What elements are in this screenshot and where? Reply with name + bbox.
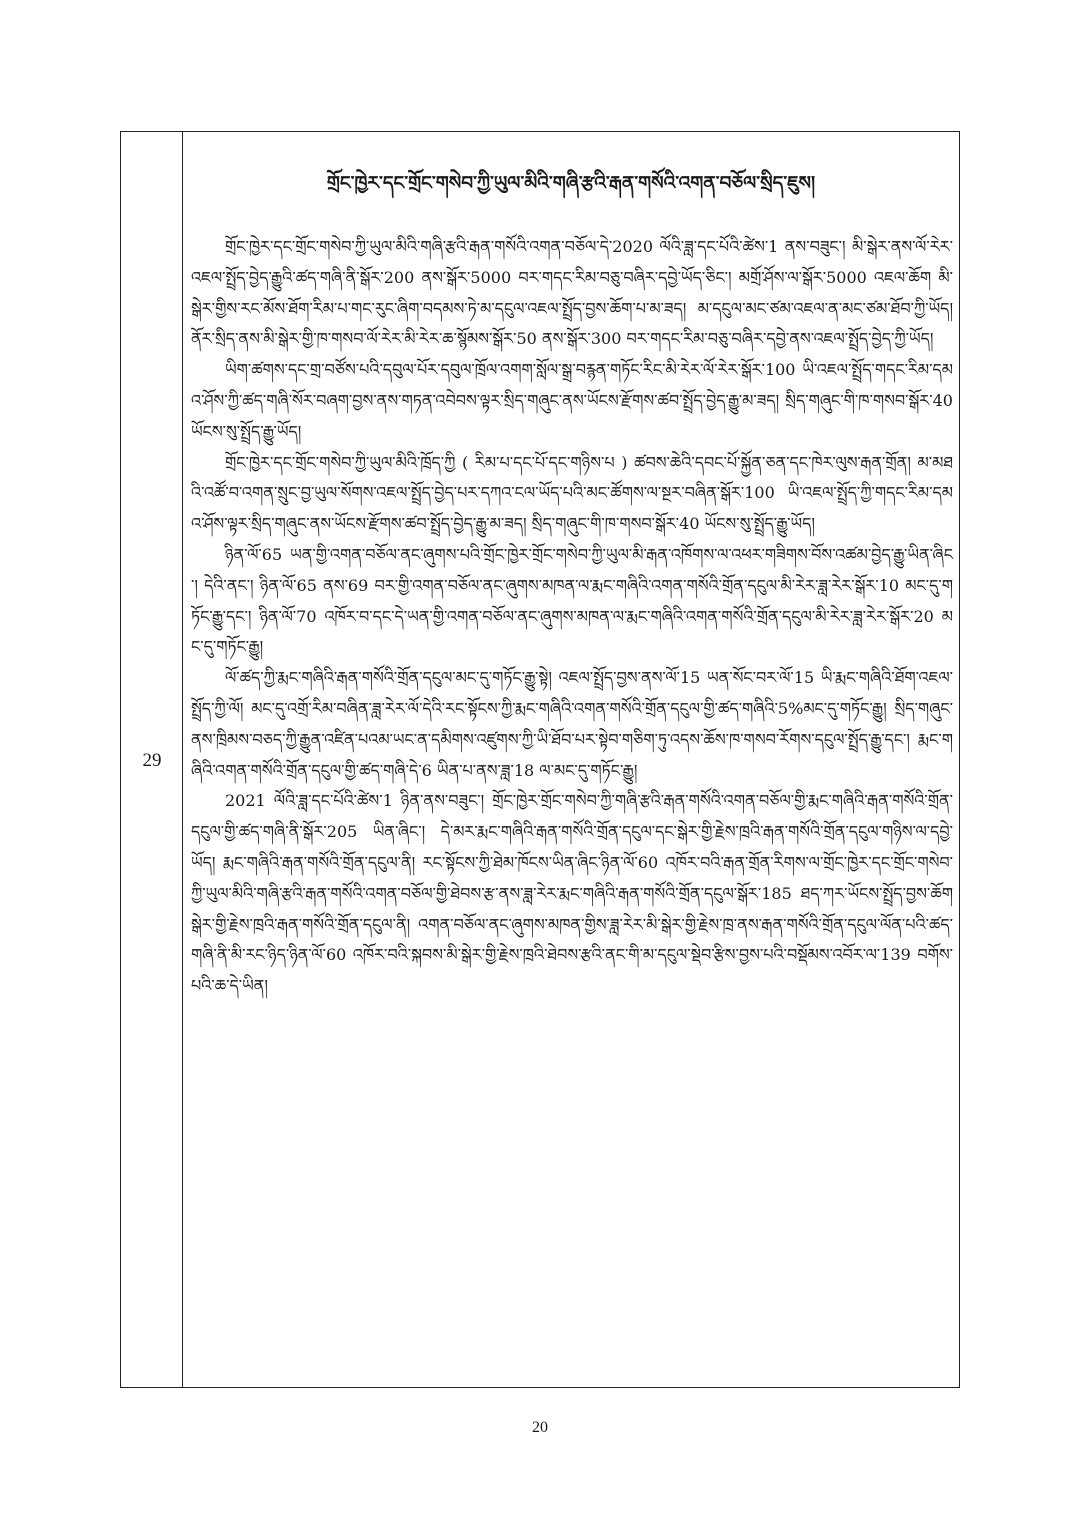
document-title: གྲོང་ཁྱེར་དང་གྲོང་གསེབ་ཀྱི་ཡུལ་མིའི་གཞི་རྩའི་རྒན་གསོའི་འགན་བཅོལ་སྲིད་ཇུས། xyxy=(326,173,816,194)
paragraph: གྲོང་ཁྱེར་དང་གྲོང་གསེབ་ཀྱི་ཡུལ་མིའི་ཁྲོད་ཀྱི ( རིམ་པ་དང་པོ་དང་གཉིས་པ ) ཚབས་ཆེའི་དབང་པོ་སྐྱོན་ཅན་དང་ཁེར་ལུས་རྒན་གྲོན། མ་མཐའི་འཚོ་བ་འགན་སྲུང་བྱ་ཡུལ་སོགས་འཇལ་སྤྲོད་བྱེད་པར་དཀའ་ངལ་ཡོད་པའི་མང་ཚོགས་ལ་སྔར་བཞིན་སྒོར་100 ཡི་འཇལ་སྤྲོད་ཀྱི་གདང་རིམ་དམའ་ཤོས་ལྟར་སྲིད་གཞུང་ནས་ཡོངས་རྫོགས་ཚབ་སྤྲོད་བྱེད་རྒྱུ་མ་ཟད། སྲིད་གཞུང་གི་ཁ་གསབ་སྒོར་40 ཡོངས་སུ་སྤྲོད་རྒྱུ་ཡོད། xyxy=(191,452,953,534)
document-table xyxy=(120,131,960,1388)
paragraph: ཡིག་ཚགས་དང་གྲ་བཙོས་པའི་དབུལ་པོར་དབུལ་ཁྲོལ་འགག་སློལ་སྒྲ་བརྙན་གཏོང་རིང་མི་རེར་ལོ་རེར་སྒོར་100 ཡི་འཇལ་སྤྲོད་གདང་རིམ་དམའ་ཤོས་ཀྱི་ཚད་གཞི་སོར་བཞག་བྱས་ནས་གཏན་འབེབས་ལྟར་སྲིད་གཞུང་ནས་ཡོངས་རྫོགས་ཚབ་སྤྲོད་བྱེད་རྒྱུ་མ་ཟད། སྲིད་གཞུང་གི་ཁ་གསབ་སྒོར་40 ཡོངས་སུ་སྤྲོད་རྒྱུ་ཡོད། xyxy=(191,360,953,441)
paragraph: 2021 ལོའི་ཟླ་དང་པོའི་ཚེས་1 ཉིན་ནས་བཟུང་། གྲོང་ཁྱེར་གྲོང་གསེབ་ཀྱི་གཞི་རྩའི་རྒན་གསོའི་འགན་བཅོལ་གྱི་རྨང་གཞིའི་རྒན་གསོའི་གྲོན་དངུལ་གྱི་ཚད་གཞི་ནི་སྒོར་205 ཡིན་ཞིང་། དེ་མར་རྨང་གཞིའི་རྒན་གསོའི་གྲོན་དངུལ་དང་སྒེར་གྱི་རྗེས་ཁྲའི་རྒན་གསོའི་གྲོན་དངུལ་གཉིས་ལ་དབྱེ་ཡོད། རྨང་གཞིའི་རྒན་གསོའི་གྲོན་དངུལ་ནི། རང་སྟོངས་ཀྱི་ཐེམ་ཁོངས་ཡིན་ཞིང་ཉིན་ལོ་60 འཁོར་བའི་རྒན་གྲོན་རིགས་ལ་གྲོང་ཁྱེར་དང་གྲོང་གསེབ་ཀྱི་ཡུལ་མིའི་གཞི་རྩའི་རྒན་གསོའི་འགན་བཅོལ་གྱི་ཐེབས་རྩ་ནས་ཟླ་རེར་རྨང་གཞིའི་རྒན་གསོའི་གྲོན་དངུལ་སྒོར་185 ཐད་ཀར་ཡོངས་སྤྲོད་བྱས་ཆོག སྒེར་གྱི་རྗེས་ཁྲའི་རྒན་གསོའི་གྲོན་དངུལ་ནི། འགན་བཅོལ་ནང་ཞུགས་མཁན་གྱིས་ཟླ་རེར་མི་སྒེར་གྱི་རྗེས་ཁྲ་ནས་རྒན་གསོའི་གྲོན་དངུལ་ལོན་པའི་ཚད་གཞི་ནི་མི་རང་ཉིད་ཉིན་ལོ་60 འཁོར་བའི་སྐབས་མི་སྒེར་གྱི་རྗེས་ཁྲའི་ཐེབས་རྩའི་ནང་གི་མ་དངུལ་སྡེབ་རྩིས་བྱས་པའི་བསྡོམས་འབོར་ལ་139 བགོས་པའི་ཆ་དེ་ཡིན། xyxy=(191,791,953,996)
paragraph: ཉིན་ལོ་65 ཡན་གྱི་འགན་བཅོལ་ནང་ཞུགས་པའི་གྲོང་ཁྱེར་གྲོང་གསེབ་ཀྱི་ཡུལ་མི་རྒན་འཁོགས་ལ་འཕར་གཟིགས་བོས་འཚམ་བྱེད་རྒྱུ་ཡིན་ཞིང་། དེའི་ནང་། ཉིན་ལོ་65 ནས་69 བར་གྱི་འགན་བཅོལ་ནང་ཞུགས་མཁན་ལ་རྨང་གཞིའི་འགན་གསོའི་གྲོན་དངུལ་མི་རེར་ཟླ་རེར་སྒོར་10 མང་དུ་གཏོང་རྒྱུ་དང་། ཉིན་ལོ་70 འཁོར་བ་དང་དེ་ཡན་གྱི་འགན་བཅོལ་ནང་ཞུགས་མཁན་ལ་རྨང་གཞིའི་འགན་གསོའི་གྲོན་དངུལ་མི་རེར་ཟླ་རེར་སྒོར་20 མང་དུ་གཏོང་རྒྱུ། xyxy=(191,544,953,657)
content-cell xyxy=(191,158,961,1373)
row-number-cell xyxy=(121,132,183,1387)
paragraph: ལོ་ཚད་ཀྱི་རྨང་གཞིའི་རྒན་གསོའི་གྲོན་དངུལ་མང་དུ་གཏོང་རྒྱུ་སྟེ། འཇལ་སྤྲོད་བྱས་ནས་ལོ་15 ཡན་སོང་བར་ལོ་15 ཡི་རྨང་གཞིའི་ཐོག་འཇལ་སྤྲོད་ཀྱི་ལོ། མང་དུ་འགྲོ་རིམ་བཞིན་ཟླ་རེར་ལོ་དེའི་རང་སྟོངས་ཀྱི་རྨང་གཞིའི་འགན་གསོའི་གྲོན་དངུལ་གྱི་ཚད་གཞིའི་5%མང་དུ་གཏོང་རྒྱུ། སྲིད་གཞུང་ནས་ཁྲིམས་བཅད་ཀྱི་རྒྱུན་འཛིན་པའམ་ཡང་ན་དམིགས་འཛུགས་ཀྱི་ཡི་ཐོབ་པར་སྟེབ་གཅིག་ཏུ་འདས་ཆོས་ཁ་གསབ་རོགས་དངུལ་སྤྲོད་རྒྱུ་དང་། རྨང་གཞིའི་འགན་གསོའི་གྲོན་དངུལ་གྱི་ཚད་གཞི་དེ་6 ཡིན་པ་ནས་ཟླ་18 ལ་མང་དུ་གཏོང་རྒྱུ། xyxy=(191,668,953,780)
row-number: 29 xyxy=(142,750,162,771)
page-number: 20 xyxy=(532,1419,548,1436)
paragraph: གྲོང་ཁྱེར་དང་གྲོང་གསེབ་ཀྱི་ཡུལ་མིའི་གཞི་རྩའི་རྒན་གསོའི་འགན་བཅོལ་དེ་2020 ལོའི་ཟླ་དང་པོའི་ཚེས་1 ནས་བཟུང་། མི་སྒེར་ནས་ལོ་རེར་འཇལ་སྤྲོད་བྱེད་རྒྱུའི་ཚད་གཞི་ནི་སྒོར་200 ནས་སྒོར་5000 བར་གདང་རིམ་བཅུ་བཞིར་དབྱེ་ཡོད་ཅིང་། མགྲོ་ཤོས་ལ་སྒོར་5000 འཇལ་ཆོག མི་སྒེར་གྱིས་རང་མོས་ཐོག་རིམ་པ་གང་རུང་ཞིག་བདམས་ཏེ་མ་དངུལ་འཇལ་སྤྲོད་བྱས་ཆོག་པ་མ་ཟད། མ་དངུལ་མང་ཙམ་འཇལ་ན་མང་ཙམ་ཐོབ་ཀྱི་ཡོད། ནོར་སྲིད་ནས་མི་སྒེར་གྱི་ཁ་གསབ་ལོ་རེར་མི་རེར་ཆ་སྙོམས་སྒོར་50 ནས་སྒོར་300 བར་གདང་རིམ་བཅུ་བཞིར་དབྱེ་ནས་འཇལ་སྤྲོད་བྱེད་ཀྱི་ཡོད། xyxy=(191,237,953,349)
